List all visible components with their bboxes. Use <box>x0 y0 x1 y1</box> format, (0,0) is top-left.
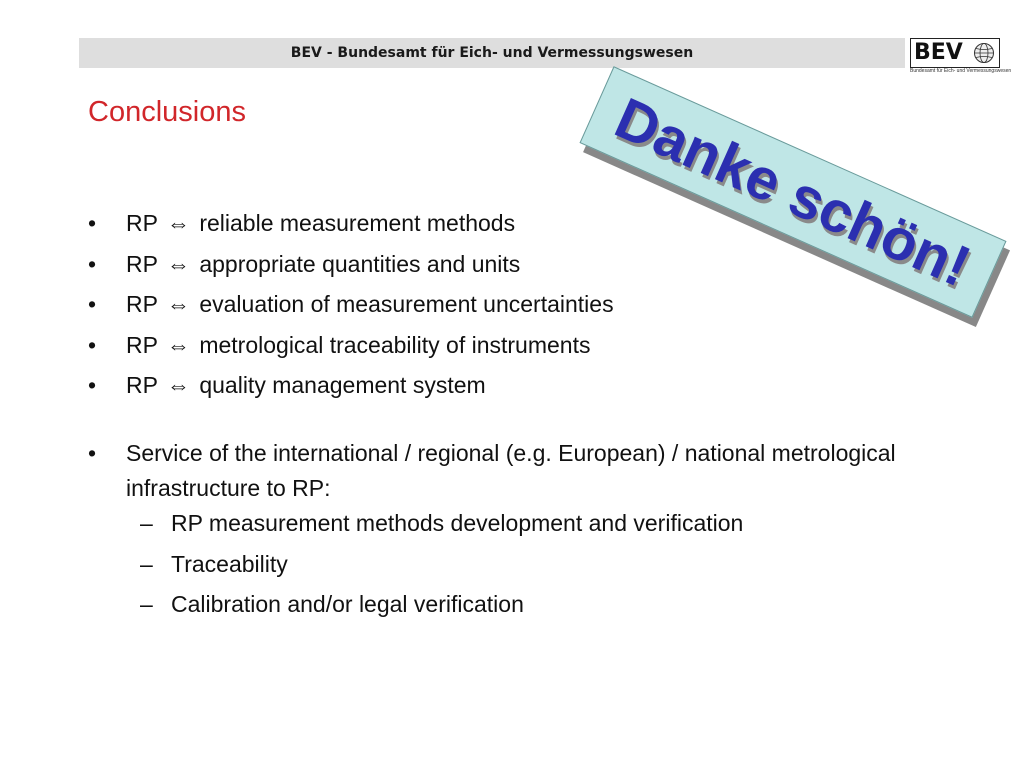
sub-item-text: RP measurement methods development and verification <box>171 510 744 536</box>
equivalence-arrow: ⇔ <box>166 210 190 236</box>
sub-item-text: Calibration and/or legal verification <box>171 591 524 617</box>
list-item <box>88 287 968 322</box>
bullet-text: reliable measurement methods <box>199 210 516 236</box>
bullet-text: quality management system <box>199 372 486 398</box>
bullet-glyph: • <box>88 331 97 358</box>
rp-prefix: RP <box>126 372 158 398</box>
bullet-glyph: • <box>88 210 97 236</box>
equivalence-arrow: ⇔ <box>166 372 190 398</box>
bullet-glyph: • <box>88 372 97 398</box>
list-item <box>88 247 968 282</box>
logo-text: BEV <box>914 40 963 65</box>
equivalence-arrow: ⇔ <box>166 291 190 317</box>
thanks-text: Danke schön! <box>605 85 980 300</box>
sub-list-item <box>126 506 968 541</box>
rp-prefix: RP <box>126 331 158 358</box>
bullet-text: appropriate quantities and units <box>199 250 521 277</box>
conclusion-list <box>88 206 968 628</box>
bullet-glyph: • <box>88 291 97 317</box>
equivalence-arrow: ⇔ <box>166 250 190 277</box>
service-sub-list <box>126 506 968 622</box>
header-bar <box>79 38 905 68</box>
equivalence-arrow: ⇔ <box>166 331 190 358</box>
list-item <box>88 328 968 363</box>
logo-box <box>910 38 1000 68</box>
rp-prefix: RP <box>126 250 158 277</box>
bullet-glyph: • <box>88 250 97 277</box>
bullet-text: evaluation of measurement uncertainties <box>199 291 614 317</box>
bullet-text: metrological traceability of instruments <box>199 331 591 358</box>
globe-icon <box>973 42 995 64</box>
sub-item-text: Traceability <box>171 550 288 577</box>
dash-glyph: – <box>140 510 153 536</box>
list-item <box>88 206 968 241</box>
header-title: BEV - Bundesamt für Eich- und Vermessungswesen <box>290 45 694 61</box>
logo-subtitle: Bundesamt für Eich- und Vermessungswesen <box>910 68 1012 74</box>
service-text: Service of the international / regional (e.g. European) / national metrological infrastructure to RP: <box>126 440 896 501</box>
service-list-item <box>88 436 968 622</box>
sub-list-item <box>126 547 968 582</box>
dash-glyph: – <box>140 550 153 577</box>
rp-prefix: RP <box>126 291 158 317</box>
bev-logo <box>910 38 1012 74</box>
bullet-glyph: • <box>88 440 97 466</box>
slide-title: Conclusions <box>88 96 246 128</box>
sub-list-item <box>126 587 968 622</box>
dash-glyph: – <box>140 591 153 617</box>
list-item <box>88 368 968 403</box>
rp-prefix: RP <box>126 210 158 236</box>
